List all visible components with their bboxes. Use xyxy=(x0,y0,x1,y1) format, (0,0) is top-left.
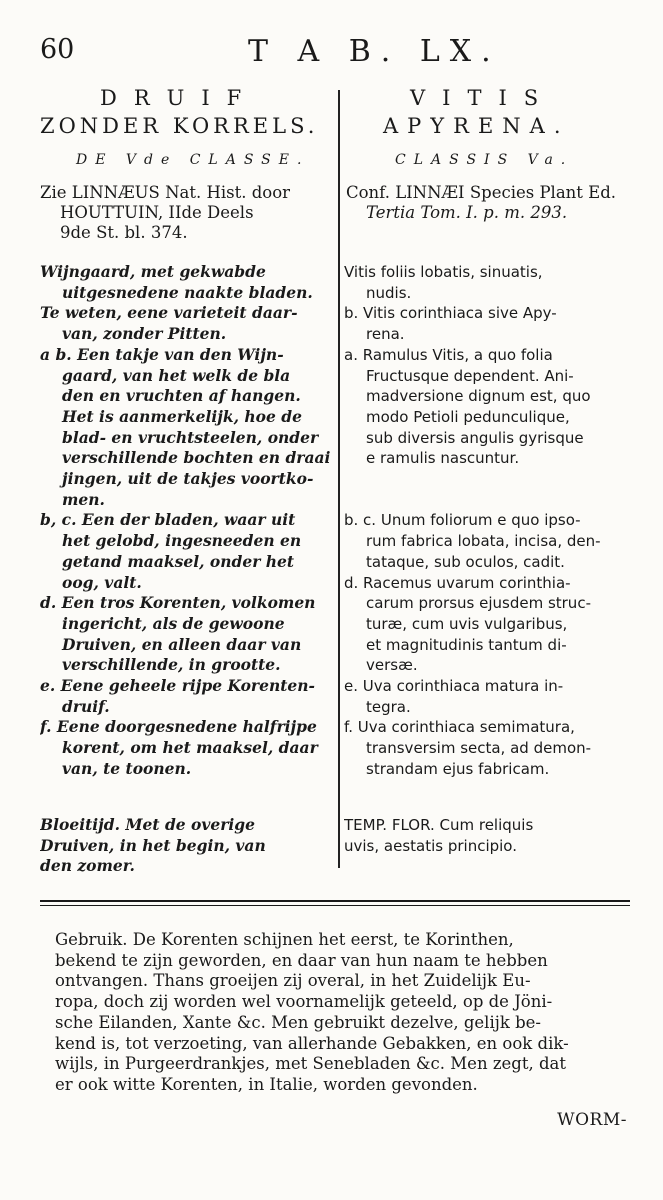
text-line: men. xyxy=(62,489,105,509)
text-line: wijls, in Purgeerdrankjes, met Senebladen &c. Men zegt, dat xyxy=(55,1054,566,1074)
text-line: d. Racemus uvarum corinthia- xyxy=(344,573,571,592)
dutch-title: DRUIF xyxy=(100,86,259,110)
usage-paragraph xyxy=(55,930,635,1096)
text-line: Te weten, eene varieteit daar- xyxy=(40,303,298,323)
text-line: b. Vitis corinthiaca sive Apy- xyxy=(344,304,557,323)
dutch-flowering-time: Bloeitijd. Met de overige Druiven, in het begin, van den zomer. xyxy=(40,815,266,876)
text-line: getand maaksel, onder het xyxy=(62,551,295,571)
latin-subtitle: APYRENA. xyxy=(383,114,570,138)
text-line: blad- en vruchtsteelen, onder xyxy=(62,427,319,447)
latin-flowering-time: TEMP. FLOR. Cum reliquis uvis, aestatis principio. xyxy=(344,816,534,855)
text-line: e. Uva corinthiaca matura in- xyxy=(344,677,564,696)
text-line: korent, om het maaksel, daar xyxy=(62,738,318,758)
text-line: b. c. Unum foliorum e quo ipso- xyxy=(344,511,581,530)
text-line: et magnitudinis tantum di- xyxy=(366,635,567,654)
latin-title: VITIS xyxy=(410,86,556,110)
text-line: versæ. xyxy=(366,656,418,675)
text-line: Het is aanmerkelijk, hoe de xyxy=(62,406,302,426)
text-line: turæ, cum uvis vulgaribus, xyxy=(366,614,568,633)
text-line: kend is, tot verzoeting, van allerhande Gebakken, en ook dik- xyxy=(55,1033,569,1053)
dutch-subtitle: ZONDER KORRELS. xyxy=(40,114,319,138)
double-rule-thin xyxy=(40,905,630,906)
text-line: van, zonder Pitten. xyxy=(62,324,227,344)
plate-title: T A B. LX. xyxy=(248,34,501,69)
text-line: madversione dignum est, quo xyxy=(366,387,591,406)
column-divider xyxy=(338,90,340,868)
text-line: het gelobd, ingesneeden en xyxy=(62,531,302,551)
dutch-class: DE Vde CLASSE. xyxy=(76,152,310,168)
text-line: a. Ramulus Vitis, a quo folia xyxy=(344,345,553,364)
text-line: sub diversis angulis gyrisque xyxy=(366,428,584,447)
dutch-reference: Zie LINNÆUS Nat. Hist. door HOUTTUIN, IIde Deels 9de St. bl. 374. xyxy=(40,183,291,242)
double-rule-thick xyxy=(40,900,630,902)
page-number: 60 xyxy=(40,34,75,65)
text-line: den en vruchten af hangen. xyxy=(62,386,301,406)
latin-description xyxy=(344,262,636,780)
text-line: f. Uva corinthiaca semimatura, xyxy=(344,718,575,737)
text-line: verschillende, in grootte. xyxy=(62,655,281,675)
text-line: tegra. xyxy=(366,697,411,716)
text-line xyxy=(344,469,636,490)
text-line: Gebruik. De Korenten schijnen het eerst, te Korinthen, xyxy=(55,930,514,949)
text-line: gaard, van het welk de bla xyxy=(62,365,291,385)
text-line: jingen, uit de takjes voortko- xyxy=(62,469,314,489)
text-line: strandam ejus fabricam. xyxy=(366,759,550,778)
text-line: druif. xyxy=(62,696,110,716)
text-line: rena. xyxy=(366,325,405,344)
text-line: nudis. xyxy=(366,283,412,302)
text-line: rum fabrica lobata, incisa, den- xyxy=(366,532,601,551)
text-line: carum prorsus ejusdem struc- xyxy=(366,594,591,613)
text-line: e. Eene geheele rijpe Korenten- xyxy=(40,676,315,696)
text-line: b, c. Een der bladen, waar uit xyxy=(40,510,296,530)
text-line: Wijngaard, met gekwabde xyxy=(40,262,266,281)
text-line: ropa, doch zij worden wel voornamelijk geteeld, op de Jöni- xyxy=(55,992,553,1012)
text-line: verschillende bochten en draai xyxy=(62,448,331,468)
text-line: e ramulis nascuntur. xyxy=(366,449,520,468)
text-line: Druiven, en alleen daar van xyxy=(62,634,302,654)
text-line: transversim secta, ad demon- xyxy=(366,739,592,758)
text-line: f. Eene doorgesnedene halfrijpe xyxy=(40,717,317,737)
text-line xyxy=(344,490,636,511)
text-line: ontvangen. Thans groeijen zij overal, in het Zuidelijk Eu- xyxy=(55,971,531,991)
text-line: bekend te zijn geworden, en daar van hun naam te hebben xyxy=(55,950,548,970)
dutch-description xyxy=(40,262,332,780)
text-line: Fructusque dependent. Ani- xyxy=(366,366,574,385)
text-line: oog, valt. xyxy=(62,572,142,592)
text-line: Vitis foliis lobatis, sinuatis, xyxy=(344,263,543,281)
text-line: uitgesnedene naakte bladen. xyxy=(62,282,313,302)
text-line: sche Eilanden, Xante &c. Men gebruikt dezelve, gelijk be- xyxy=(55,1012,541,1032)
text-line: van, te toonen. xyxy=(62,758,192,778)
catchword: WORM- xyxy=(557,1110,627,1130)
text-line: modo Petioli pedunculique, xyxy=(366,407,570,426)
text-line: ingericht, als de gewoone xyxy=(62,613,285,633)
latin-reference: Conf. LINNÆI Species Plant Ed. Tertia Tom. I. p. m. 293. xyxy=(346,183,617,222)
text-line: tataque, sub oculos, cadit. xyxy=(366,552,565,571)
text-line: d. Een tros Korenten, volkomen xyxy=(40,593,316,613)
text-line: a b. Een takje van den Wijn- xyxy=(40,344,284,364)
text-line: er ook witte Korenten, in Italie, worden gevonden. xyxy=(55,1074,478,1094)
latin-class: CLASSIS Va. xyxy=(395,152,574,168)
